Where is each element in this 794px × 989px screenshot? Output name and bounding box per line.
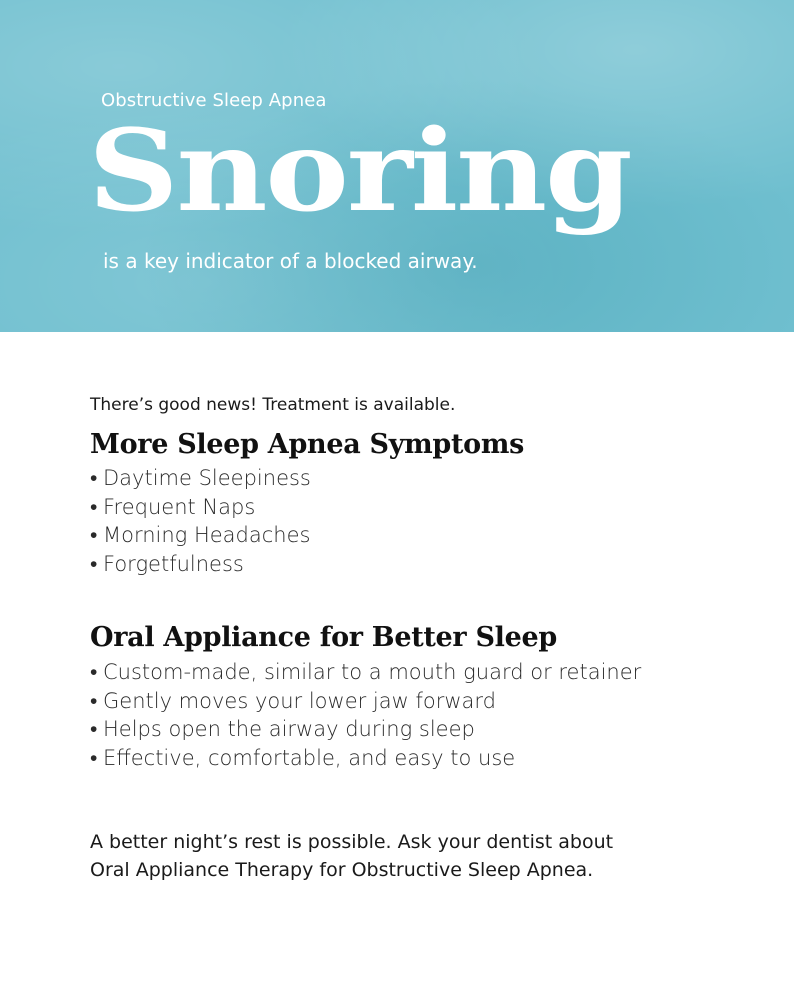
list-item bbox=[90, 687, 770, 716]
list-item-text: Gently moves your lower jaw forward bbox=[103, 688, 496, 713]
list-item-text: Daytime Sleepiness bbox=[103, 466, 311, 490]
bullet-icon: • bbox=[90, 494, 98, 519]
list-item-text: Morning Headaches bbox=[103, 523, 311, 547]
bullet-icon: • bbox=[90, 551, 98, 576]
hero-title: Snoring bbox=[88, 106, 631, 237]
bullet-icon: • bbox=[90, 688, 98, 713]
hero-kicker: Obstructive Sleep Apnea bbox=[101, 90, 327, 111]
bullet-icon: • bbox=[90, 523, 98, 547]
list-item-text: Effective, comfortable, and easy to use bbox=[103, 745, 516, 770]
intro-text: There’s good news! Treatment is available. bbox=[90, 395, 456, 415]
bullet-icon: • bbox=[90, 745, 98, 770]
hero-subtitle: is a key indicator of a blocked airway. bbox=[103, 249, 478, 273]
list-item bbox=[90, 658, 770, 687]
bullet-icon: • bbox=[90, 466, 98, 490]
list-item-text: Forgetfulness bbox=[103, 551, 244, 576]
list-item bbox=[90, 493, 770, 522]
appliance-list bbox=[90, 658, 770, 772]
closing-paragraph bbox=[90, 828, 770, 884]
symptoms-list bbox=[90, 464, 770, 578]
list-item bbox=[90, 521, 770, 550]
closing-line-2: Oral Appliance Therapy for Obstructive Sleep Apnea. bbox=[90, 859, 594, 881]
hero-banner bbox=[0, 0, 794, 332]
list-item bbox=[90, 744, 770, 773]
bullet-icon: • bbox=[90, 717, 98, 741]
symptoms-heading: More Sleep Apnea Symptoms bbox=[90, 429, 525, 460]
appliance-heading: Oral Appliance for Better Sleep bbox=[90, 622, 557, 653]
list-item bbox=[90, 464, 770, 493]
closing-line-1: A better night’s rest is possible. Ask your dentist about bbox=[90, 831, 614, 853]
list-item-text: Frequent Naps bbox=[103, 494, 256, 519]
list-item-text: Custom-made, similar to a mouth guard or retainer bbox=[103, 660, 642, 684]
list-item bbox=[90, 550, 770, 579]
bullet-icon: • bbox=[90, 660, 98, 684]
list-item bbox=[90, 715, 770, 744]
main-content bbox=[90, 392, 770, 884]
list-item-text: Helps open the airway during sleep bbox=[103, 717, 475, 741]
